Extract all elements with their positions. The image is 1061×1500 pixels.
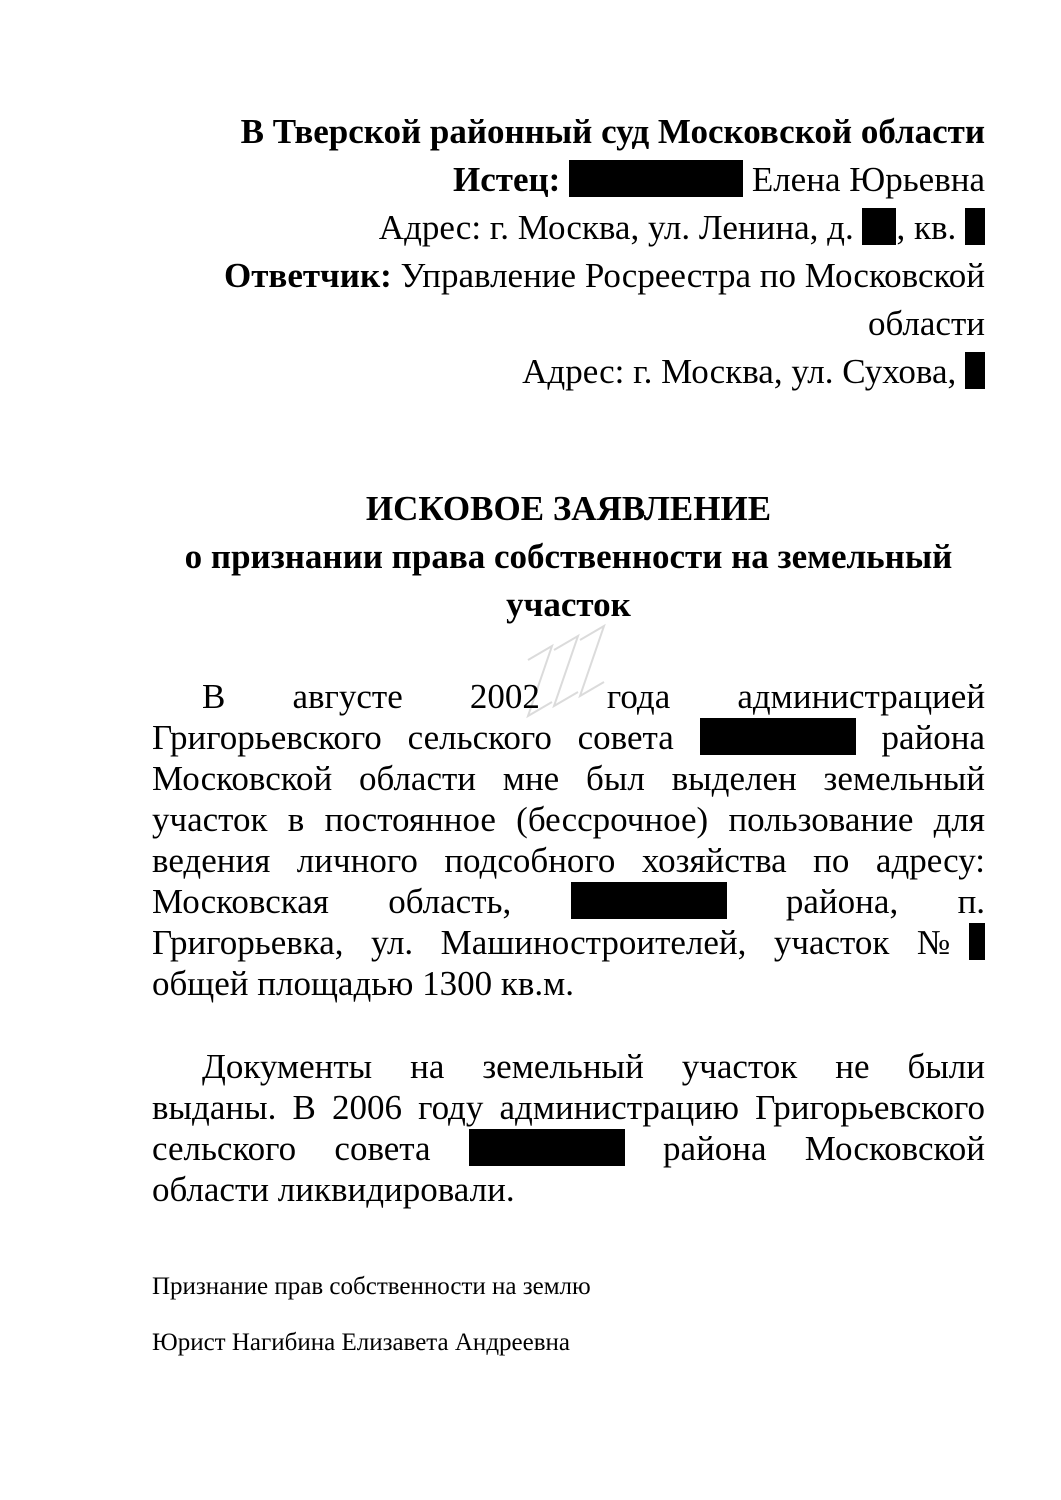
p1-line-5: ведения личного подсобного хозяйства по адресу: xyxy=(152,841,985,880)
p1-text: района xyxy=(881,718,986,757)
plaintiff-line xyxy=(152,156,985,204)
document-header xyxy=(152,108,985,396)
p2-text: Московской xyxy=(804,1129,985,1168)
p2-line-2: выданы. В 2006 году администрацию Григорьевского xyxy=(152,1088,985,1127)
redacted-district xyxy=(571,882,727,919)
plaintiff-address-apt: , кв. xyxy=(896,208,957,247)
p1-text: района, xyxy=(785,882,899,921)
p1-word: 2002 xyxy=(469,677,540,716)
defendant-line xyxy=(152,252,985,300)
redacted-district xyxy=(469,1129,625,1166)
redacted-surname xyxy=(569,160,743,197)
p1-line-6 xyxy=(152,881,985,922)
court-name: В Тверской районный суд Московской области xyxy=(240,112,985,151)
paragraph-1 xyxy=(152,676,985,1004)
plaintiff-address xyxy=(152,204,985,252)
defendant-name: Управление Росреестра по Московской xyxy=(400,256,985,295)
footer-topic: Признание прав собственности на землю xyxy=(152,1273,591,1300)
p2-line-4: области ликвидировали. xyxy=(152,1170,515,1209)
document-title xyxy=(152,485,985,629)
defendant-label: Ответчик: xyxy=(224,256,392,295)
p1-word: администрацией xyxy=(737,677,986,716)
redacted-defendant-house xyxy=(965,352,985,389)
redacted-apartment xyxy=(965,208,985,245)
paragraph-2 xyxy=(152,1046,985,1210)
redacted-district xyxy=(700,718,856,755)
p1-text: область, xyxy=(388,882,512,921)
defendant-address xyxy=(152,348,985,396)
plaintiff-label: Истец: xyxy=(453,160,561,199)
title-sub-cont: участок xyxy=(506,585,631,624)
p2-line-3 xyxy=(152,1128,985,1169)
p1-text: п. xyxy=(957,882,986,921)
p1-text: Московская xyxy=(152,882,329,921)
title-sub: о признании права собственности на земельный xyxy=(184,537,953,576)
p1-line-2 xyxy=(152,717,985,758)
p1-word: августе xyxy=(292,677,403,716)
defendant-name-cont: области xyxy=(868,304,985,343)
p1-word: В xyxy=(202,677,226,716)
title-main: ИСКОВОЕ ЗАЯВЛЕНИЕ xyxy=(365,489,772,528)
p2-text: сельского xyxy=(152,1129,297,1168)
redacted-plot-number xyxy=(969,923,985,960)
redacted-house xyxy=(862,208,896,245)
p1-line-3: Московской области мне был выделен земельный xyxy=(152,759,985,798)
p1-line-7 xyxy=(152,922,985,963)
defendant-address-text: Адрес: г. Москва, ул. Сухова, xyxy=(522,352,957,391)
plaintiff-address-text: Адрес: г. Москва, ул. Ленина, д. xyxy=(378,208,854,247)
plaintiff-name: Елена Юрьевна xyxy=(751,160,985,199)
p1-text: Григорьевского сельского совета xyxy=(152,718,674,757)
footer-lawyer: Юрист Нагибина Елизавета Андреевна xyxy=(152,1329,571,1356)
p1-word: года xyxy=(606,677,671,716)
p1-line-1 xyxy=(152,676,985,717)
p1-line-8: общей площадью 1300 кв.м. xyxy=(152,964,575,1003)
p1-text: Григорьевка, ул. Машиностроителей, участок № xyxy=(152,923,969,962)
p2-text: совета xyxy=(334,1129,431,1168)
p2-line-1: Документы на земельный участок не были xyxy=(202,1047,985,1086)
p2-text: района xyxy=(663,1129,767,1168)
p1-line-4: участок в постоянное (бессрочное) пользование для xyxy=(152,800,985,839)
